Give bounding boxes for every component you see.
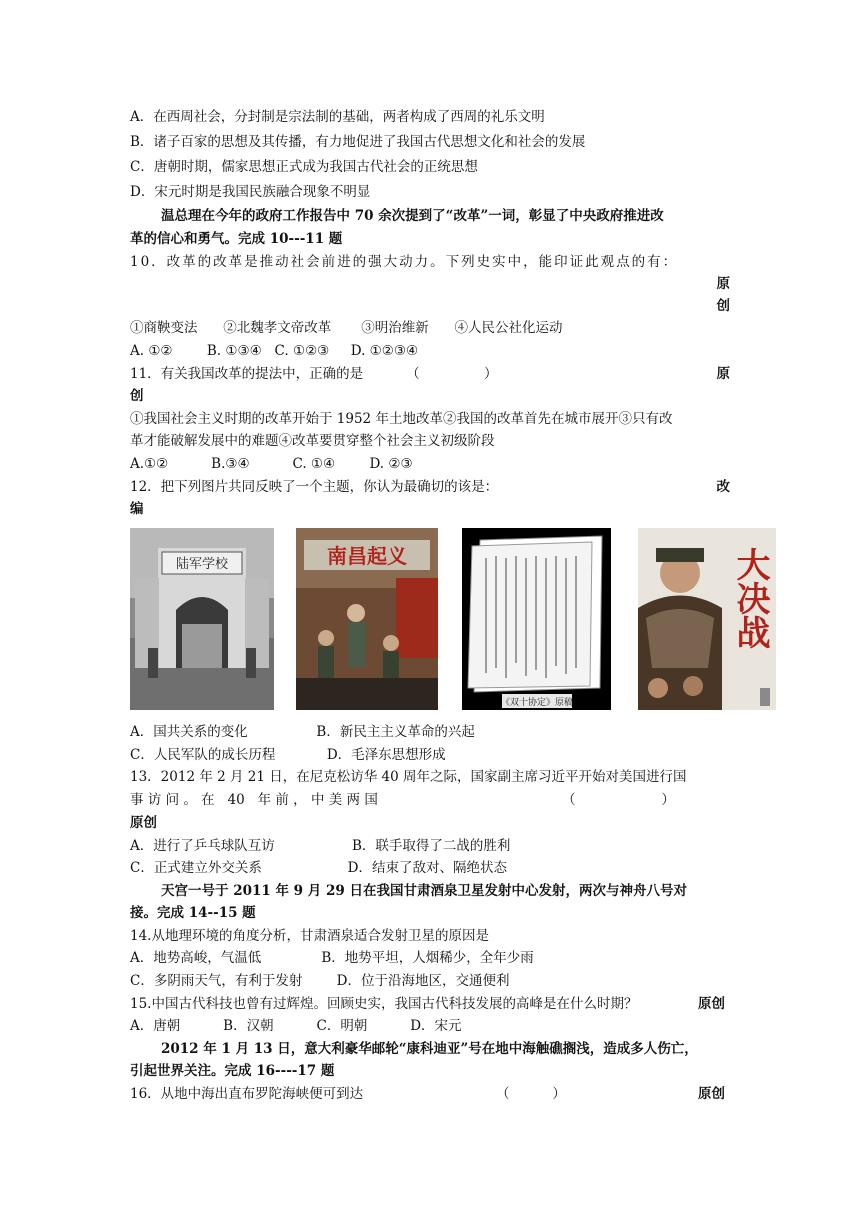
intro-14-15-line2: 接。完成 14--15 题 <box>130 905 256 921</box>
q13-options-cd: C．正式建立外交关系 D．结束了敌对、隔绝状态 <box>130 860 507 876</box>
q10-stem: 10．改革的改革是推动社会前进的强大动力。下列史实中，能印证此观点的有： <box>130 254 679 270</box>
uprising-title-text: 南昌起义 <box>327 544 407 568</box>
q10-items: ①商鞅变法 ②北魏孝文帝改革 ③明治维新 ④人民公社化运动 <box>130 320 563 336</box>
image-decisive-battle-poster <box>638 528 776 710</box>
intro-10-11-line2: 革的信心和勇气。完成 10---11 题 <box>130 231 343 247</box>
q16-stem: 16．从地中海出直布罗陀海峡便可到达 <box>130 1086 364 1102</box>
image-military-academy-gate <box>130 528 274 710</box>
q13-stem-line1: 13．2012 年 2 月 21 日，在尼克松访华 40 周年之际，国家副主席习近平开始对美国进行国 <box>130 769 687 785</box>
q9-option-a: A．在西周社会，分封制是宗法制的基础，两者构成了西周的礼乐文明 <box>130 109 545 125</box>
q14-stem: 14.从地理环境的角度分析，甘肃酒泉适合发射卫星的原因是 <box>130 928 489 944</box>
manuscript-caption: 《双十协定》原稿 <box>500 698 574 708</box>
q14-options-ab: A．地势高峻，气温低 B．地势平坦，人烟稀少，全年少雨 <box>130 950 534 966</box>
q10-tag-2: 创 <box>716 298 730 314</box>
gate-sign-text: 陆军学校 <box>175 557 229 572</box>
q9-option-c: C．唐朝时期，儒家思想正式成为我国古代社会的正统思想 <box>130 159 478 175</box>
intro-10-11-line1: 温总理在今年的政府工作报告中 70 余次提到了“改革”一词，彰显了中央政府推进改 <box>161 208 664 224</box>
q9-option-b: B．诸子百家的思想及其传播，有力地促进了我国古代思想文化和社会的发展 <box>130 134 586 150</box>
q12-stem: 12．把下列图片共同反映了一个主题，你认为最确切的该是： <box>130 479 499 495</box>
poster-title-text: 大决战 <box>730 547 770 649</box>
q10-options: A. ①② B. ①③④ C. ①②③ D. ①②③④ <box>130 343 419 359</box>
q10-tag-1: 原 <box>716 276 730 292</box>
intro-16-17-line1: 2012 年 1 月 13 日，意大利豪华邮轮“康科迪亚”号在地中海触礁搁浅，造成多人伤亡， <box>161 1041 698 1057</box>
q16-tag: 原创 <box>698 1086 725 1102</box>
q13-options-ab: A．进行了乒乓球队互访 B．联手取得了二战的胜利 <box>130 838 511 854</box>
q14-options-cd: C．多阴雨天气，有利于发射 D．位于沿海地区，交通便利 <box>130 973 510 989</box>
q11-tag-2: 创 <box>130 388 144 404</box>
q12-options-cd: C．人民军队的成长历程 D．毛泽东思想形成 <box>130 747 446 763</box>
q11-options: A.①② B.③④ C. ①④ D. ②③ <box>130 456 413 472</box>
q13-stem-line2: 事 访 问 。 在 40 年 前 ， 中 美 两 国 <box>130 792 378 808</box>
q13-tag: 原创 <box>130 815 157 831</box>
q9-option-d: D．宋元时期是我国民族融合现象不明显 <box>130 184 371 200</box>
q16-paren: （ ） <box>496 1086 566 1102</box>
q12-tag-1: 改 <box>716 479 730 495</box>
intro-14-15-line1: 天宫一号于 2011 年 9 月 29 日在我国甘肃酒泉卫星发射中心发射，两次与神舟八号对 <box>161 883 687 899</box>
q12-tag-2: 编 <box>130 501 144 517</box>
image-double-tenth-agreement <box>462 528 611 710</box>
q15-options: A．唐朝 B．汉朝 C．明朝 D．宋元 <box>130 1018 462 1034</box>
q12-options-ab: A．国共关系的变化 B．新民主主义革命的兴起 <box>130 724 475 740</box>
q11-tag-1: 原 <box>716 366 730 382</box>
q15-tag: 原创 <box>698 996 725 1012</box>
intro-16-17-line2: 引起世界关注。完成 16----17 题 <box>130 1063 335 1079</box>
q11-body-2: 革才能破解发展中的难题④改革要贯穿整个社会主义初级阶段 <box>130 433 495 449</box>
q15-stem: 15.中国古代科技也曾有过辉煌。回顾史实，我国古代科技发展的高峰是在什么时期？ <box>130 996 638 1012</box>
q11-stem: 11．有关我国改革的提法中，正确的是 （ ） <box>130 366 498 382</box>
q13-paren: （ ） <box>562 792 675 808</box>
q11-body-1: ①我国社会主义时期的改革开始于 1952 年土地改革②我国的改革首先在城市展开③只有改 <box>130 411 673 427</box>
image-nanchang-uprising <box>296 528 438 710</box>
